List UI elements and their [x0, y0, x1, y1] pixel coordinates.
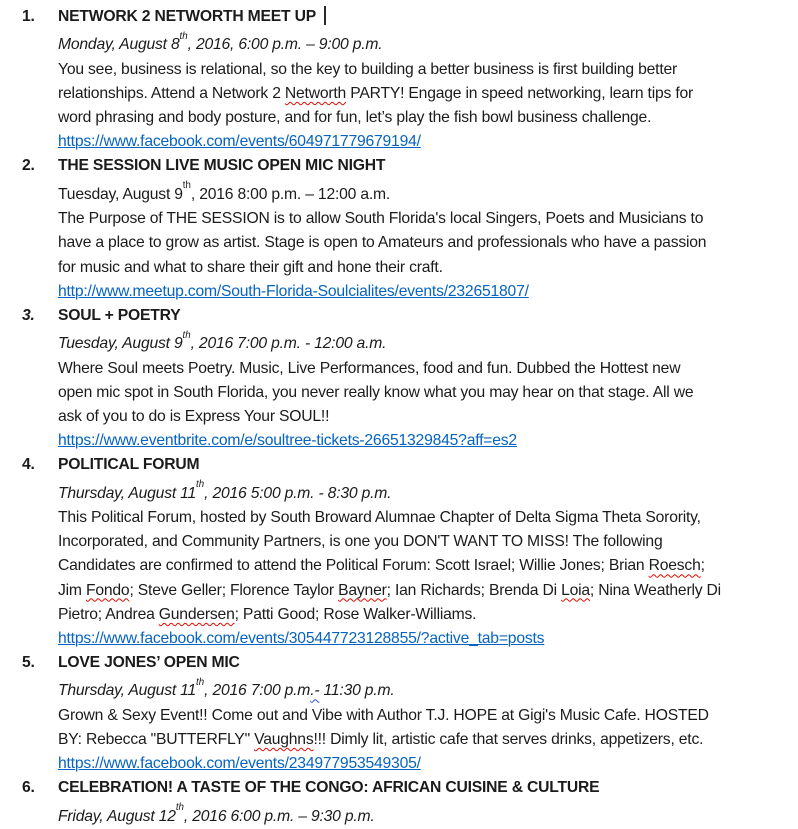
event-link[interactable]: https://www.facebook.com/events/604971779679194/ — [58, 133, 421, 151]
text-segment: Thursday, August 11 — [58, 682, 197, 700]
text-segment: The Purpose of THE SESSION is to allow South Florida's local Singers, Poets and Musicians to — [58, 210, 704, 228]
text-segment: Tuesday, August 9 — [58, 185, 183, 203]
event-item — [0, 651, 798, 776]
text-segment: , 2016 8:00 p.m. – 12:00 a.m. — [190, 185, 391, 203]
event-date — [0, 478, 798, 506]
text-segment: Jim — [58, 581, 86, 599]
text-segment: Friday, August 12 — [58, 807, 176, 825]
ordinal-superscript: th — [182, 180, 191, 192]
event-body-line — [0, 704, 798, 728]
event-link-line — [0, 280, 798, 304]
event-body-line — [0, 82, 798, 106]
event-title: SOUL + POETRY — [58, 306, 181, 324]
misspelled-word: Fondo — [85, 581, 130, 599]
event-link-line — [0, 429, 798, 453]
event-body-line — [0, 207, 798, 231]
text-segment: open mic spot in South Florida, you never really know what you may hear on that stage. All we — [58, 383, 694, 401]
event-title: LOVE JONES’ OPEN MIC — [58, 654, 240, 672]
event-date — [0, 801, 798, 829]
event-item — [0, 304, 798, 453]
text-segment: , 2016 5:00 p.m. - 8:30 p.m. — [204, 484, 392, 502]
event-description — [0, 207, 798, 280]
event-body-line — [0, 728, 798, 752]
ordinal-superscript: th — [196, 479, 205, 491]
event-link[interactable]: https://www.facebook.com/events/305447723128855/?active_tab=posts — [58, 630, 545, 648]
ordinal-superscript: th — [175, 802, 184, 814]
text-segment: Incorporated, and Community Partners, is one you DON'T WANT TO MISS! The following — [58, 533, 663, 551]
grammar-flagged-text: .- — [310, 682, 320, 700]
text-segment: ; — [700, 557, 705, 575]
text-segment: This Political Forum, hosted by South Broward Alumnae Chapter of Delta Sigma Theta Sorority, — [58, 509, 701, 526]
text-segment: Monday, August 8 — [58, 36, 180, 54]
list-number: 5. — [22, 654, 35, 672]
text-segment: PARTY! Engage in speed networking, learn tips for — [346, 84, 694, 102]
text-segment: word phrasing and body posture, and for fun, let’s play the fish bowl business challenge. — [58, 109, 652, 127]
text-cursor — [324, 6, 326, 25]
event-body-line — [0, 530, 798, 554]
event-body-line — [0, 357, 798, 381]
list-number: 2. — [22, 157, 35, 175]
event-description — [0, 357, 798, 430]
text-segment: 11:30 p.m. — [319, 682, 395, 700]
text-segment: Thursday, August 11 — [58, 484, 197, 502]
ordinal-superscript: th — [182, 329, 191, 341]
event-body-line — [0, 554, 798, 578]
event-body-line — [0, 603, 798, 627]
event-description — [0, 58, 798, 131]
list-number: 6. — [22, 779, 35, 797]
misspelled-word: Loia — [561, 581, 590, 599]
event-date — [0, 179, 798, 207]
misspelled-word: Gundersen — [158, 605, 235, 623]
text-segment: , 2016 6:00 p.m. – 9:30 p.m. — [183, 807, 375, 825]
text-segment: ; Nina Weatherly Di — [589, 581, 721, 599]
event-body-line — [0, 579, 798, 603]
event-body-line — [0, 106, 798, 130]
event-link-line — [0, 752, 798, 776]
list-number: 4. — [22, 456, 35, 474]
text-segment: Candidates are confirmed to attend the Political Forum: Scott Israel; Willie Jones; Brian — [58, 557, 649, 575]
event-date — [0, 675, 798, 703]
event-item — [0, 5, 798, 154]
event-body-line — [0, 58, 798, 82]
text-segment: have a place to grow as artist. Stage is open to Amateurs and professionals who have a passion — [58, 234, 707, 252]
event-heading-line — [0, 304, 798, 328]
event-link[interactable]: https://www.facebook.com/events/234977953549305/ — [58, 755, 421, 773]
event-link[interactable]: http://www.meetup.com/South-Florida-Soulcialites/events/232651807/ — [58, 282, 529, 300]
text-segment: Grown & Sexy Event!! Come out and Vibe with Author T.J. HOPE at Gigi's Music Cafe. HOSTED — [58, 706, 709, 724]
event-item — [0, 776, 798, 829]
event-body-line — [0, 381, 798, 405]
event-body-line — [0, 506, 798, 530]
event-heading-line — [0, 453, 798, 477]
ordinal-superscript: th — [179, 30, 188, 42]
misspelled-word: Vaughns — [254, 731, 314, 749]
list-number: 1. — [22, 8, 35, 25]
event-description — [0, 506, 798, 627]
text-segment: ; Steve Geller; Florence Taylor — [129, 581, 339, 599]
text-segment: !!! Dimly lit, artistic cafe that serves drinks, appetizers, etc. — [313, 731, 704, 749]
event-list — [0, 5, 798, 829]
text-segment: You see, business is relational, so the key to building a better business is first building better — [58, 60, 678, 78]
text-segment: for music and what to share their gift and hone their craft. — [58, 258, 443, 276]
event-heading-line — [0, 5, 798, 29]
event-title: CELEBRATION! A TASTE OF THE CONGO: AFRICAN CUISINE & CULTURE — [58, 779, 600, 797]
text-segment: Pietro; Andrea — [58, 605, 159, 623]
event-title: NETWORK 2 NETWORTH MEET UP — [58, 8, 316, 25]
event-link-line — [0, 130, 798, 154]
event-link-line — [0, 627, 798, 651]
event-heading-line — [0, 154, 798, 178]
list-number: 3. — [22, 306, 35, 324]
misspelled-word: Bayner — [338, 581, 387, 599]
text-segment: BY: Rebecca "BUTTERFLY" — [58, 731, 255, 749]
event-body-line — [0, 405, 798, 429]
text-segment: Tuesday, August 9 — [58, 335, 183, 353]
text-segment: , 2016, 6:00 p.m. – 9:00 p.m. — [187, 36, 383, 54]
event-heading-line — [0, 776, 798, 800]
text-segment: ask of you to do is Express Your SOUL!! — [58, 407, 330, 425]
event-date — [0, 29, 798, 57]
text-segment: ; Patti Good; Rose Walker-Williams. — [234, 605, 477, 623]
event-link[interactable]: https://www.eventbrite.com/e/soultree-tickets-26651329845?aff=es2 — [58, 432, 517, 450]
text-segment: , 2016 7:00 p.m — [204, 682, 311, 700]
event-body-line — [0, 231, 798, 255]
text-segment: , 2016 7:00 p.m. - 12:00 a.m. — [190, 335, 387, 353]
event-title: POLITICAL FORUM — [58, 456, 200, 474]
event-heading-line — [0, 651, 798, 675]
text-segment: Where Soul meets Poetry. Music, Live Performances, food and fun. Dubbed the Hottest new — [58, 359, 681, 377]
event-description — [0, 704, 798, 752]
event-item — [0, 154, 798, 303]
event-item — [0, 453, 798, 651]
event-title: THE SESSION LIVE MUSIC OPEN MIC NIGHT — [58, 157, 386, 175]
ordinal-superscript: th — [196, 677, 205, 689]
text-segment: ; Ian Richards; Brenda Di — [386, 581, 562, 599]
event-body-line — [0, 256, 798, 280]
event-date — [0, 328, 798, 356]
misspelled-word: Networth — [284, 84, 347, 102]
text-segment: relationships. Attend a Network 2 — [58, 84, 285, 102]
misspelled-word: Roesch — [648, 557, 701, 575]
